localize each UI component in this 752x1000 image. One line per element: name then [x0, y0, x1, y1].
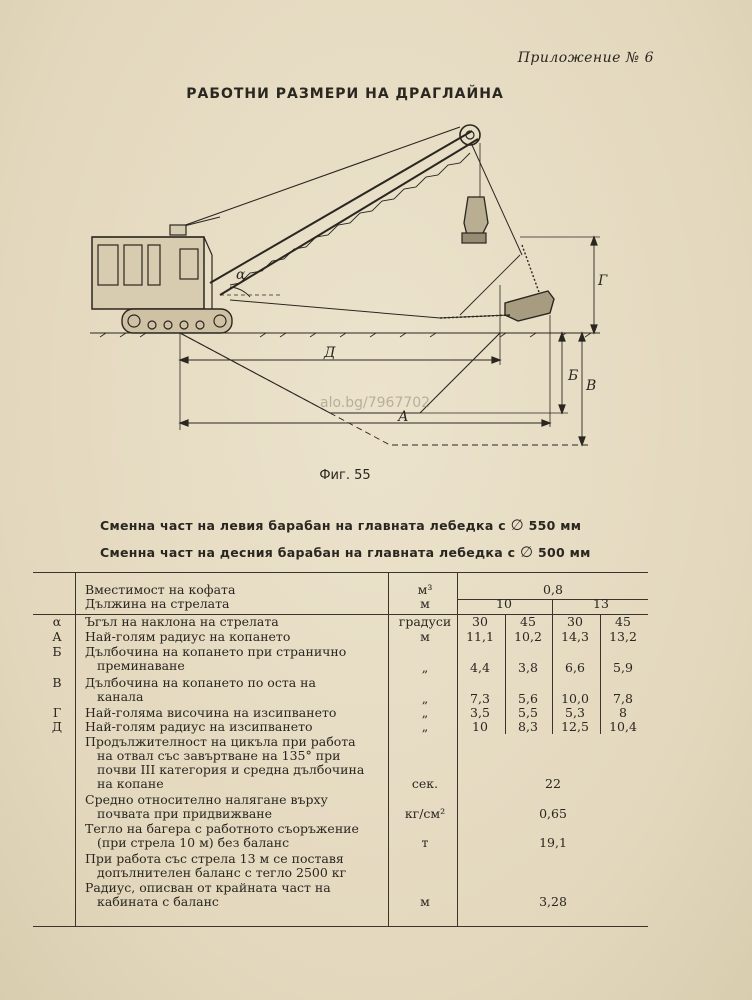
pressure-desc: Средно относително налягане върху — [85, 792, 328, 807]
row-value: 10 — [472, 719, 488, 734]
row-desc: Ъгъл на наклона на стрелата — [85, 614, 279, 629]
boom-value-10: 10 — [496, 596, 512, 611]
row-value: 5,9 — [613, 660, 633, 675]
row-value: 10,0 — [561, 691, 589, 706]
row-letter: α — [52, 614, 62, 629]
dragline-diagram — [80, 115, 640, 460]
row-unit: „ — [421, 691, 429, 706]
label-d: Д — [324, 345, 336, 361]
row-value: 6,6 — [565, 660, 585, 675]
spec-left-value: 550 мм — [528, 518, 582, 533]
row-value: 5,6 — [518, 691, 538, 706]
row-unit: „ — [421, 705, 429, 720]
row-value: 30 — [472, 614, 488, 629]
row-letter: Д — [51, 719, 63, 734]
diameter-symbol: ∅ — [519, 543, 534, 561]
spec-right-drum — [100, 543, 620, 561]
weight-value: 19,1 — [539, 835, 567, 850]
bucket-desc: Вместимост на кофата — [85, 582, 236, 597]
row-value: 5,3 — [565, 705, 585, 720]
weight-desc: Тегло на багера с работното съоръжение — [85, 821, 359, 836]
spec-left-text: Сменна част на левия барабан на главната лебедка с — [100, 518, 506, 533]
figure-caption: Фиг. 55 — [319, 468, 371, 483]
row-desc: преминаване — [97, 658, 185, 673]
row-value: 3,8 — [518, 660, 538, 675]
row-value: 11,1 — [466, 629, 494, 644]
cycle-desc: на отвал със завъртване на 135° при — [97, 748, 341, 763]
row-value: 30 — [567, 614, 583, 629]
row-unit: градуси — [398, 614, 452, 629]
watermark: alo.bg/7967702 — [320, 395, 431, 411]
bucket-unit: м³ — [417, 582, 433, 597]
row-letter: Б — [52, 644, 62, 659]
row-value: 10,2 — [514, 629, 542, 644]
row-value: 13,2 — [609, 629, 637, 644]
row-value: 4,4 — [470, 660, 490, 675]
radius-desc: Радиус, описван от крайната част на — [85, 880, 331, 895]
row-unit: м — [420, 629, 430, 644]
row-value: 8 — [619, 705, 627, 720]
row-value: 14,3 — [561, 629, 589, 644]
page-title: РАБОТНИ РАЗМЕРИ НА ДРАГЛАЙНА — [186, 86, 504, 102]
cycle-desc: Продължителност на цикъла при работа — [85, 734, 356, 749]
row-value: 45 — [615, 614, 631, 629]
row-unit: „ — [421, 660, 429, 675]
table-border-top — [33, 572, 648, 573]
pressure-desc: почвата при придвижване — [97, 806, 273, 821]
row-letter: Г — [52, 705, 62, 720]
row-letter: А — [52, 629, 62, 644]
row-value: 5,5 — [518, 705, 538, 720]
row-unit: „ — [421, 719, 429, 734]
spec-right-text: Сменна част на десния барабан на главната лебедка с — [100, 545, 516, 560]
pressure-value: 0,65 — [539, 806, 567, 821]
pressure-unit: кг/см² — [404, 806, 446, 821]
row-value: 7,8 — [613, 691, 633, 706]
row-letter: В — [52, 675, 62, 690]
row-desc: канала — [97, 689, 144, 704]
cycle-desc: на копане — [97, 776, 164, 791]
bucket-value: 0,8 — [543, 582, 563, 597]
row-value: 7,3 — [470, 691, 490, 706]
diameter-symbol: ∅ — [510, 516, 524, 534]
row-value: 8,3 — [518, 719, 538, 734]
table-col-divider — [75, 572, 76, 927]
boom-desc: Дължина на стрелата — [85, 596, 230, 611]
row-value: 3,5 — [470, 705, 490, 720]
row-desc: Дълбочина на копането при странично — [85, 644, 347, 659]
cycle-desc: почви III категория и средна дълбочина — [97, 762, 365, 777]
row-value: 12,5 — [561, 719, 589, 734]
table-border-bottom — [33, 926, 648, 927]
radius-value: 3,28 — [539, 894, 567, 909]
boom-value-13: 13 — [593, 596, 609, 611]
row-desc: Най-голяма височина на изсипването — [85, 705, 337, 720]
radius-desc: кабината с баланс — [97, 894, 219, 909]
boom-divider — [552, 599, 553, 614]
spec-right-value: 500 мм — [538, 545, 591, 560]
ballast-desc: допълнителен баланс с тегло 2500 кг — [97, 865, 347, 880]
radius-unit: м — [420, 894, 430, 909]
weight-desc: (при стрела 10 м) без баланс — [97, 835, 290, 850]
label-v: В — [586, 378, 597, 394]
row-value: 45 — [520, 614, 536, 629]
row-desc: Най-голям радиус на изсипването — [85, 719, 313, 734]
label-alpha: α — [236, 267, 246, 283]
weight-unit: т — [421, 835, 429, 850]
cycle-unit: сек. — [411, 776, 439, 791]
appendix-label: Приложение № 6 — [517, 50, 654, 66]
row-desc: Най-голям радиус на копането — [85, 629, 291, 644]
label-a: А — [398, 409, 409, 425]
row-value: 10,4 — [609, 719, 637, 734]
label-g: Г — [598, 273, 608, 289]
label-b: Б — [568, 368, 579, 384]
cycle-value: 22 — [545, 776, 561, 791]
boom-unit: м — [420, 596, 430, 611]
specs-table — [33, 572, 648, 927]
spec-left-drum — [100, 516, 620, 534]
row-desc: Дълбочина на копането по оста на — [85, 675, 316, 690]
ballast-desc: При работа със стрела 13 м се поставя — [85, 851, 344, 866]
